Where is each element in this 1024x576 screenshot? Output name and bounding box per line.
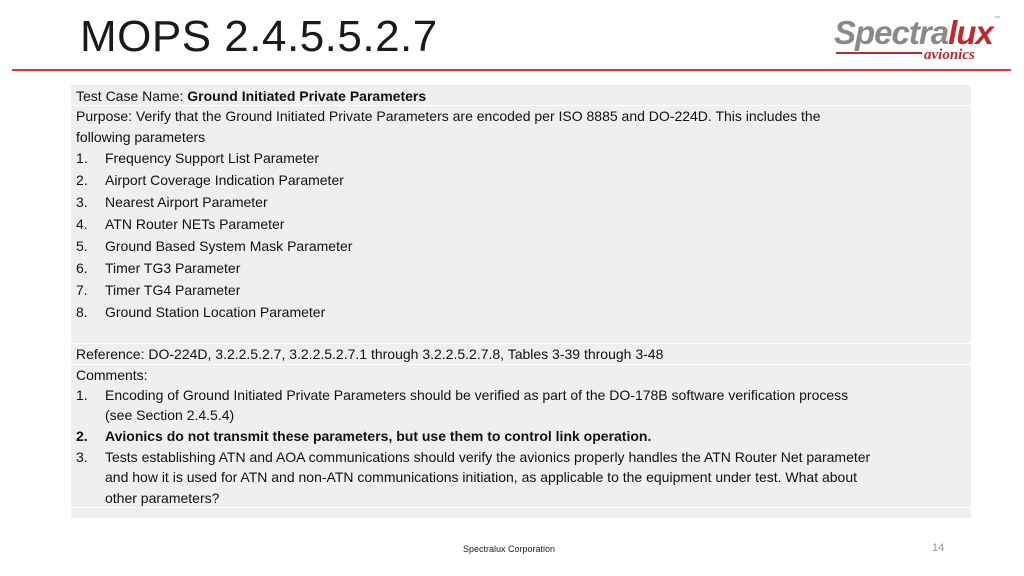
list-number: 7. (76, 282, 88, 298)
parameter-text: Timer TG4 Parameter (105, 282, 241, 298)
logo-swoosh (836, 52, 922, 54)
comment-text-continued: (see Section 2.4.5.4) (105, 407, 235, 423)
comment-text: Tests establishing ATN and AOA communications should verify the avionics properly handles the ATN Router Net parameter (105, 449, 871, 465)
parameter-text: ATN Router NETs Parameter (105, 216, 285, 232)
spectralux-logo (832, 14, 1002, 66)
parameter-text: Ground Station Location Parameter (105, 304, 326, 320)
parameter-item (76, 148, 319, 168)
comment-text: Avionics do not transmit these parameters, but use them to control link operation. (105, 428, 652, 444)
parameter-text: Frequency Support List Parameter (105, 150, 319, 166)
comment-text-continued: and how it is used for ATN and non-ATN communications initiation, as applicable to the equipment under test. What about (105, 469, 858, 485)
parameter-text: Nearest Airport Parameter (105, 194, 268, 210)
parameter-item (76, 302, 325, 322)
list-number: 8. (76, 304, 88, 320)
parameter-item (76, 170, 344, 190)
comment-item (76, 385, 848, 405)
test-case-name-label: Test Case Name: (76, 88, 188, 104)
list-number: 4. (76, 216, 88, 232)
reference-line: Reference: DO-224D, 3.2.2.5.2.7, 3.2.2.5.2.7.1 through 3.2.2.5.2.7.8, Tables 3-39 through 3-48 (76, 346, 664, 362)
logo-brand-part2: lux (948, 14, 993, 51)
title-divider (12, 69, 1011, 71)
page-number: 14 (932, 542, 945, 554)
purpose-line: Purpose: Verify that the Ground Initiated Private Parameters are encoded per ISO 8885 and DO-224D. This includes the (76, 108, 821, 124)
parameter-item (76, 214, 284, 234)
footer-company: Spectralux Corporation (463, 544, 556, 554)
list-number: 5. (76, 238, 88, 254)
comment-item (76, 426, 651, 446)
list-number: 3. (76, 449, 88, 465)
slide-title: MOPS 2.4.5.5.2.7 (80, 12, 438, 61)
list-number: 6. (76, 260, 88, 276)
logo-subtitle: avionics (924, 47, 975, 63)
parameter-text: Ground Based System Mask Parameter (105, 238, 353, 254)
list-number: 1. (76, 387, 88, 403)
parameter-text: Airport Coverage Indication Parameter (105, 172, 344, 188)
list-number: 2. (76, 428, 88, 444)
logo-trademark: ™ (994, 16, 1000, 22)
row-divider (71, 364, 971, 365)
comment-text-continued: other parameters? (105, 490, 220, 506)
parameter-item (76, 236, 352, 256)
test-case-name-value: Ground Initiated Private Parameters (187, 88, 427, 104)
parameter-item (76, 258, 240, 278)
parameter-item (76, 280, 240, 300)
comment-item (76, 447, 870, 467)
comments-label: Comments: (76, 367, 148, 383)
purpose-line: following parameters (76, 129, 206, 145)
comment-text: Encoding of Ground Initiated Private Parameters should be verified as part of the DO-178B software verification process (105, 387, 849, 403)
list-number: 3. (76, 194, 88, 210)
logo-brand-part1: Spectra (834, 14, 949, 51)
test-case-name-row (76, 86, 426, 106)
parameter-text: Timer TG3 Parameter (105, 260, 241, 276)
parameter-item (76, 192, 268, 212)
list-number: 2. (76, 172, 88, 188)
list-number: 1. (76, 150, 88, 166)
